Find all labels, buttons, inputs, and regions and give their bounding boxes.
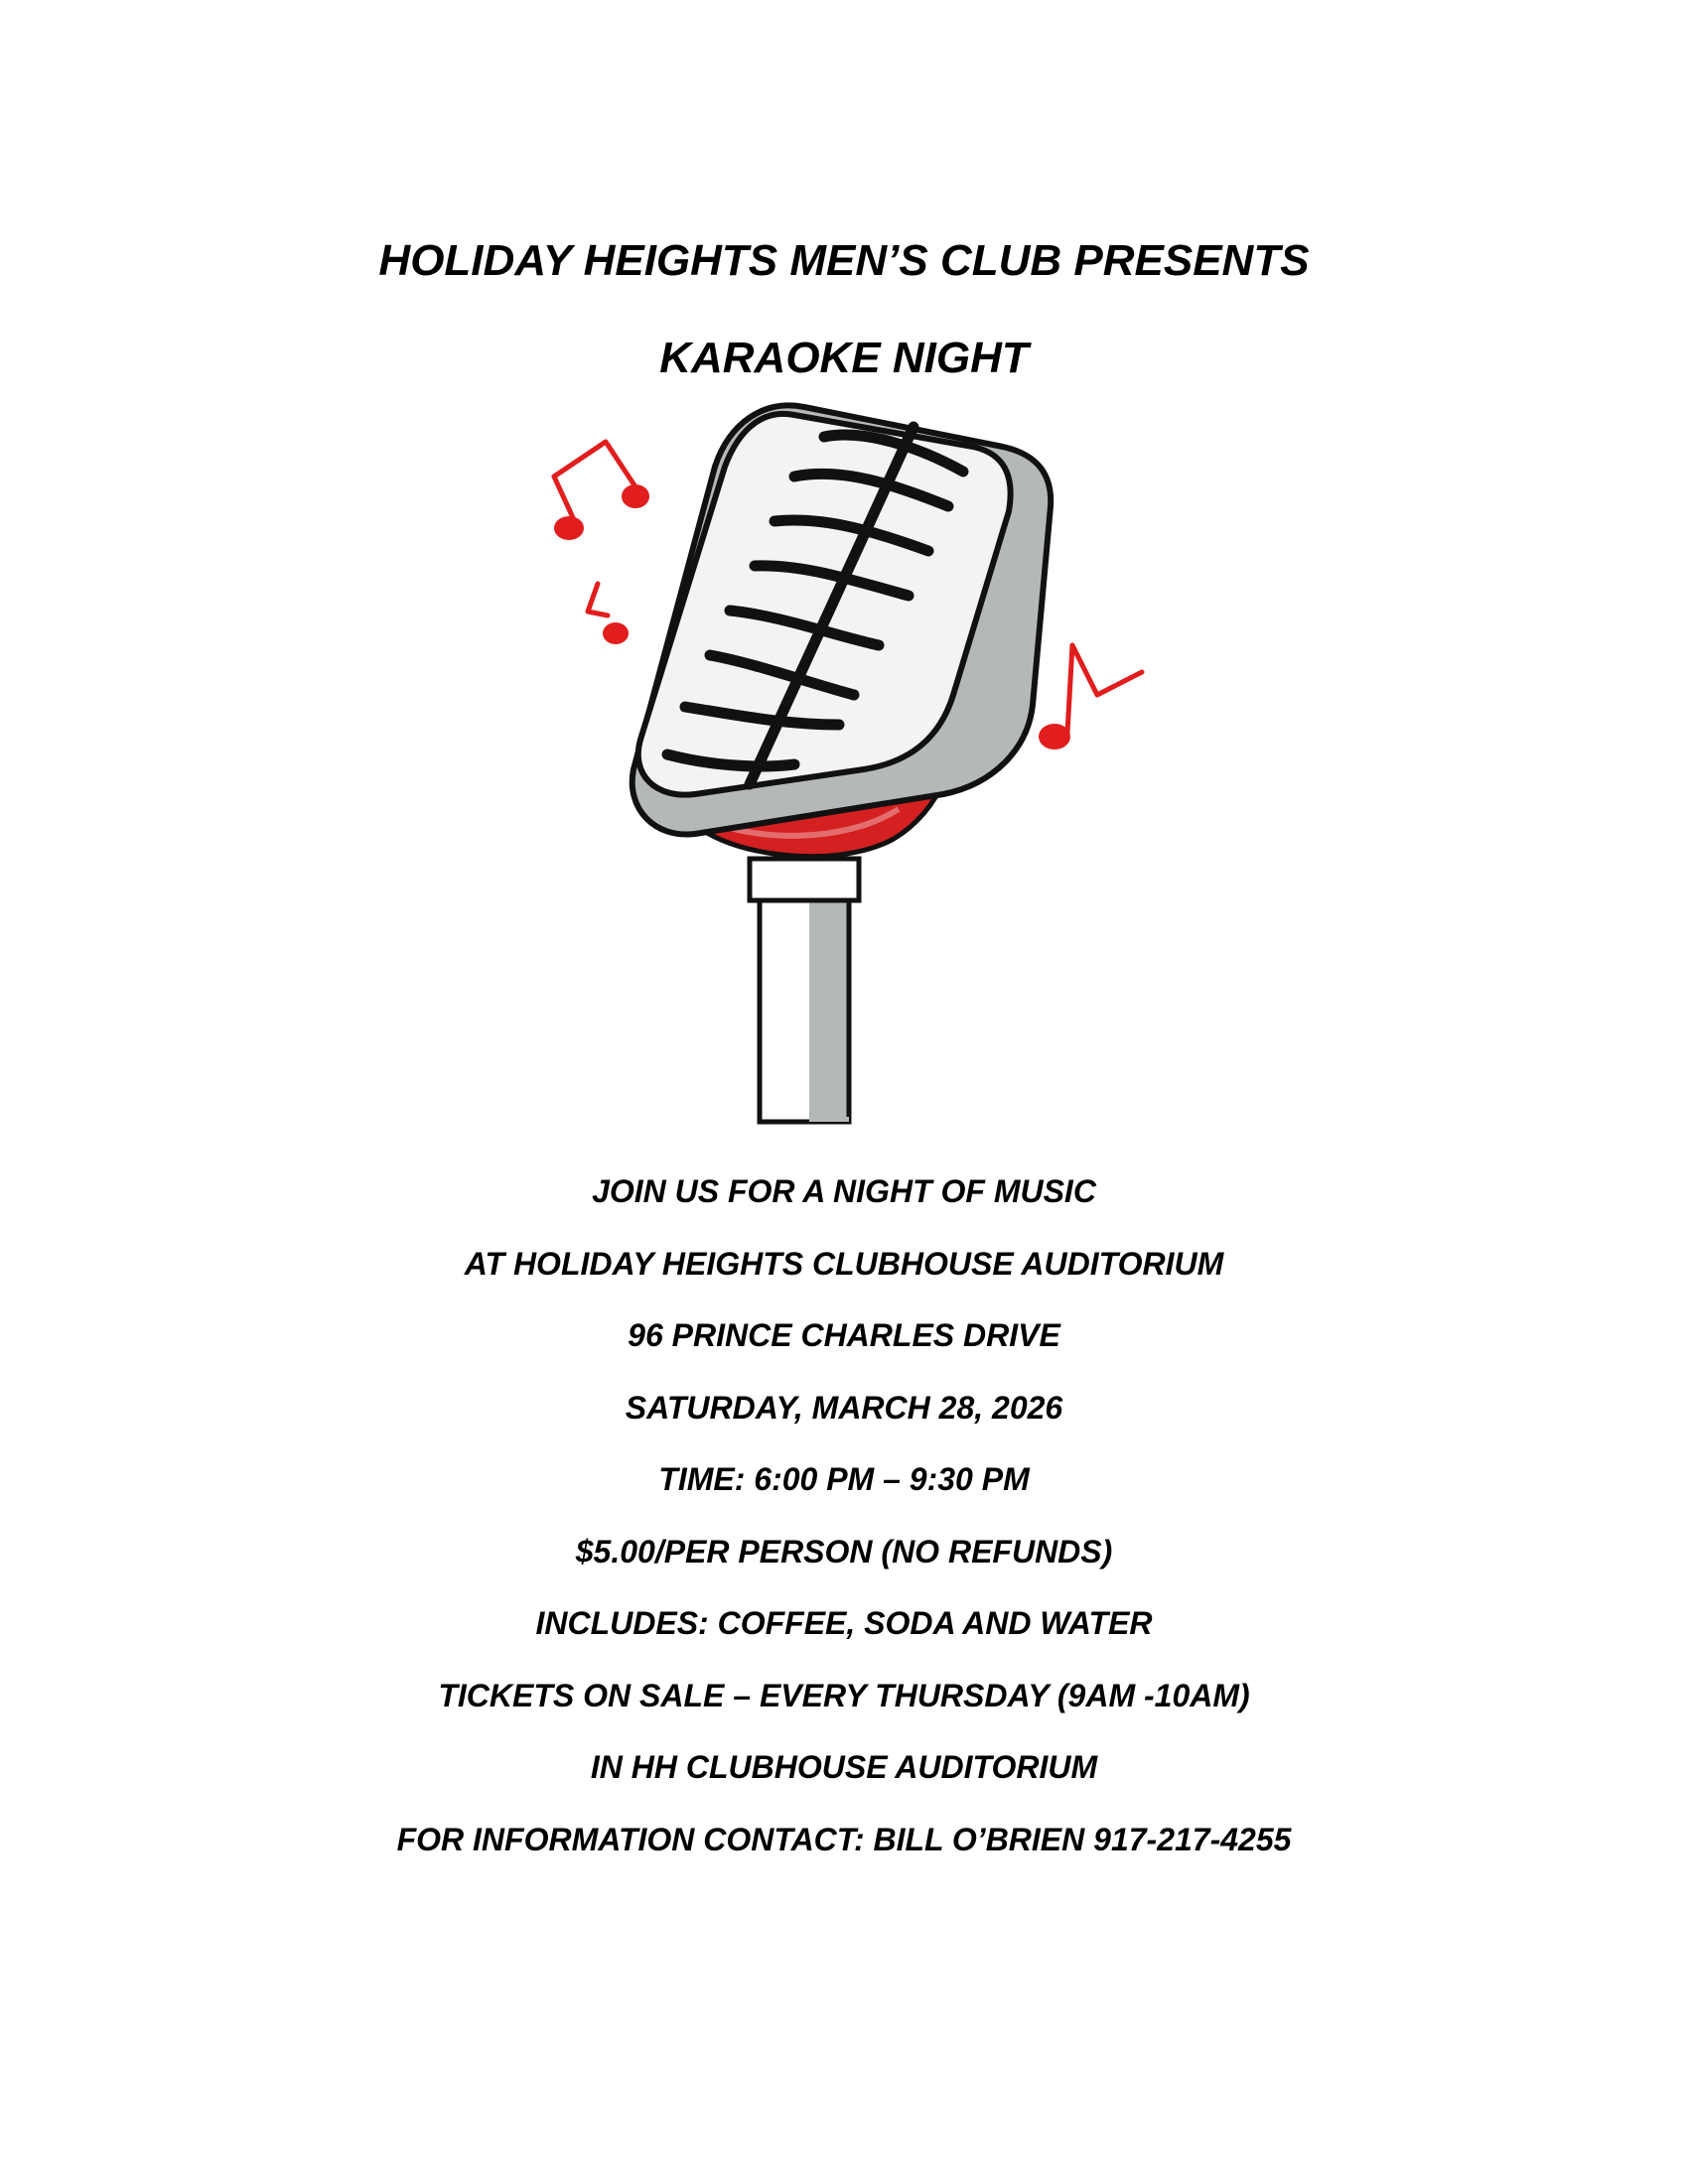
details-line: $5.00/PER PERSON (NO REFUNDS) xyxy=(575,1533,1113,1570)
flyer-title: HOLIDAY HEIGHTS MEN’S CLUB PRESENTS xyxy=(378,236,1310,286)
details-line: SATURDAY, MARCH 28, 2026 xyxy=(625,1389,1063,1426)
details-line: JOIN US FOR A NIGHT OF MUSIC xyxy=(592,1173,1096,1209)
music-note-icon xyxy=(1039,645,1142,750)
details-line: TIME: 6:00 PM – 9:30 PM xyxy=(658,1461,1030,1497)
details-line: IN HH CLUBHOUSE AUDITORIUM xyxy=(590,1749,1098,1785)
details-line: INCLUDES: COFFEE, SODA AND WATER xyxy=(535,1605,1153,1641)
karaoke-illustration xyxy=(536,392,1152,1147)
details-line: TICKETS ON SALE – EVERY THURSDAY (9AM -10AM) xyxy=(438,1677,1250,1713)
details-line: AT HOLIDAY HEIGHTS CLUBHOUSE AUDITORIUM xyxy=(464,1245,1224,1282)
flyer-subtitle: KARAOKE NIGHT xyxy=(659,333,1029,382)
details-line: FOR INFORMATION CONTACT: BILL O’BRIEN 917-217-4255 xyxy=(396,1821,1292,1857)
music-note-icon xyxy=(588,584,629,644)
microphone-stand xyxy=(750,859,859,1122)
details-line: 96 PRINCE CHARLES DRIVE xyxy=(628,1317,1060,1353)
music-note-icon xyxy=(554,442,649,540)
event-details-list xyxy=(0,1167,1688,1887)
microphone-icon xyxy=(633,405,1051,856)
